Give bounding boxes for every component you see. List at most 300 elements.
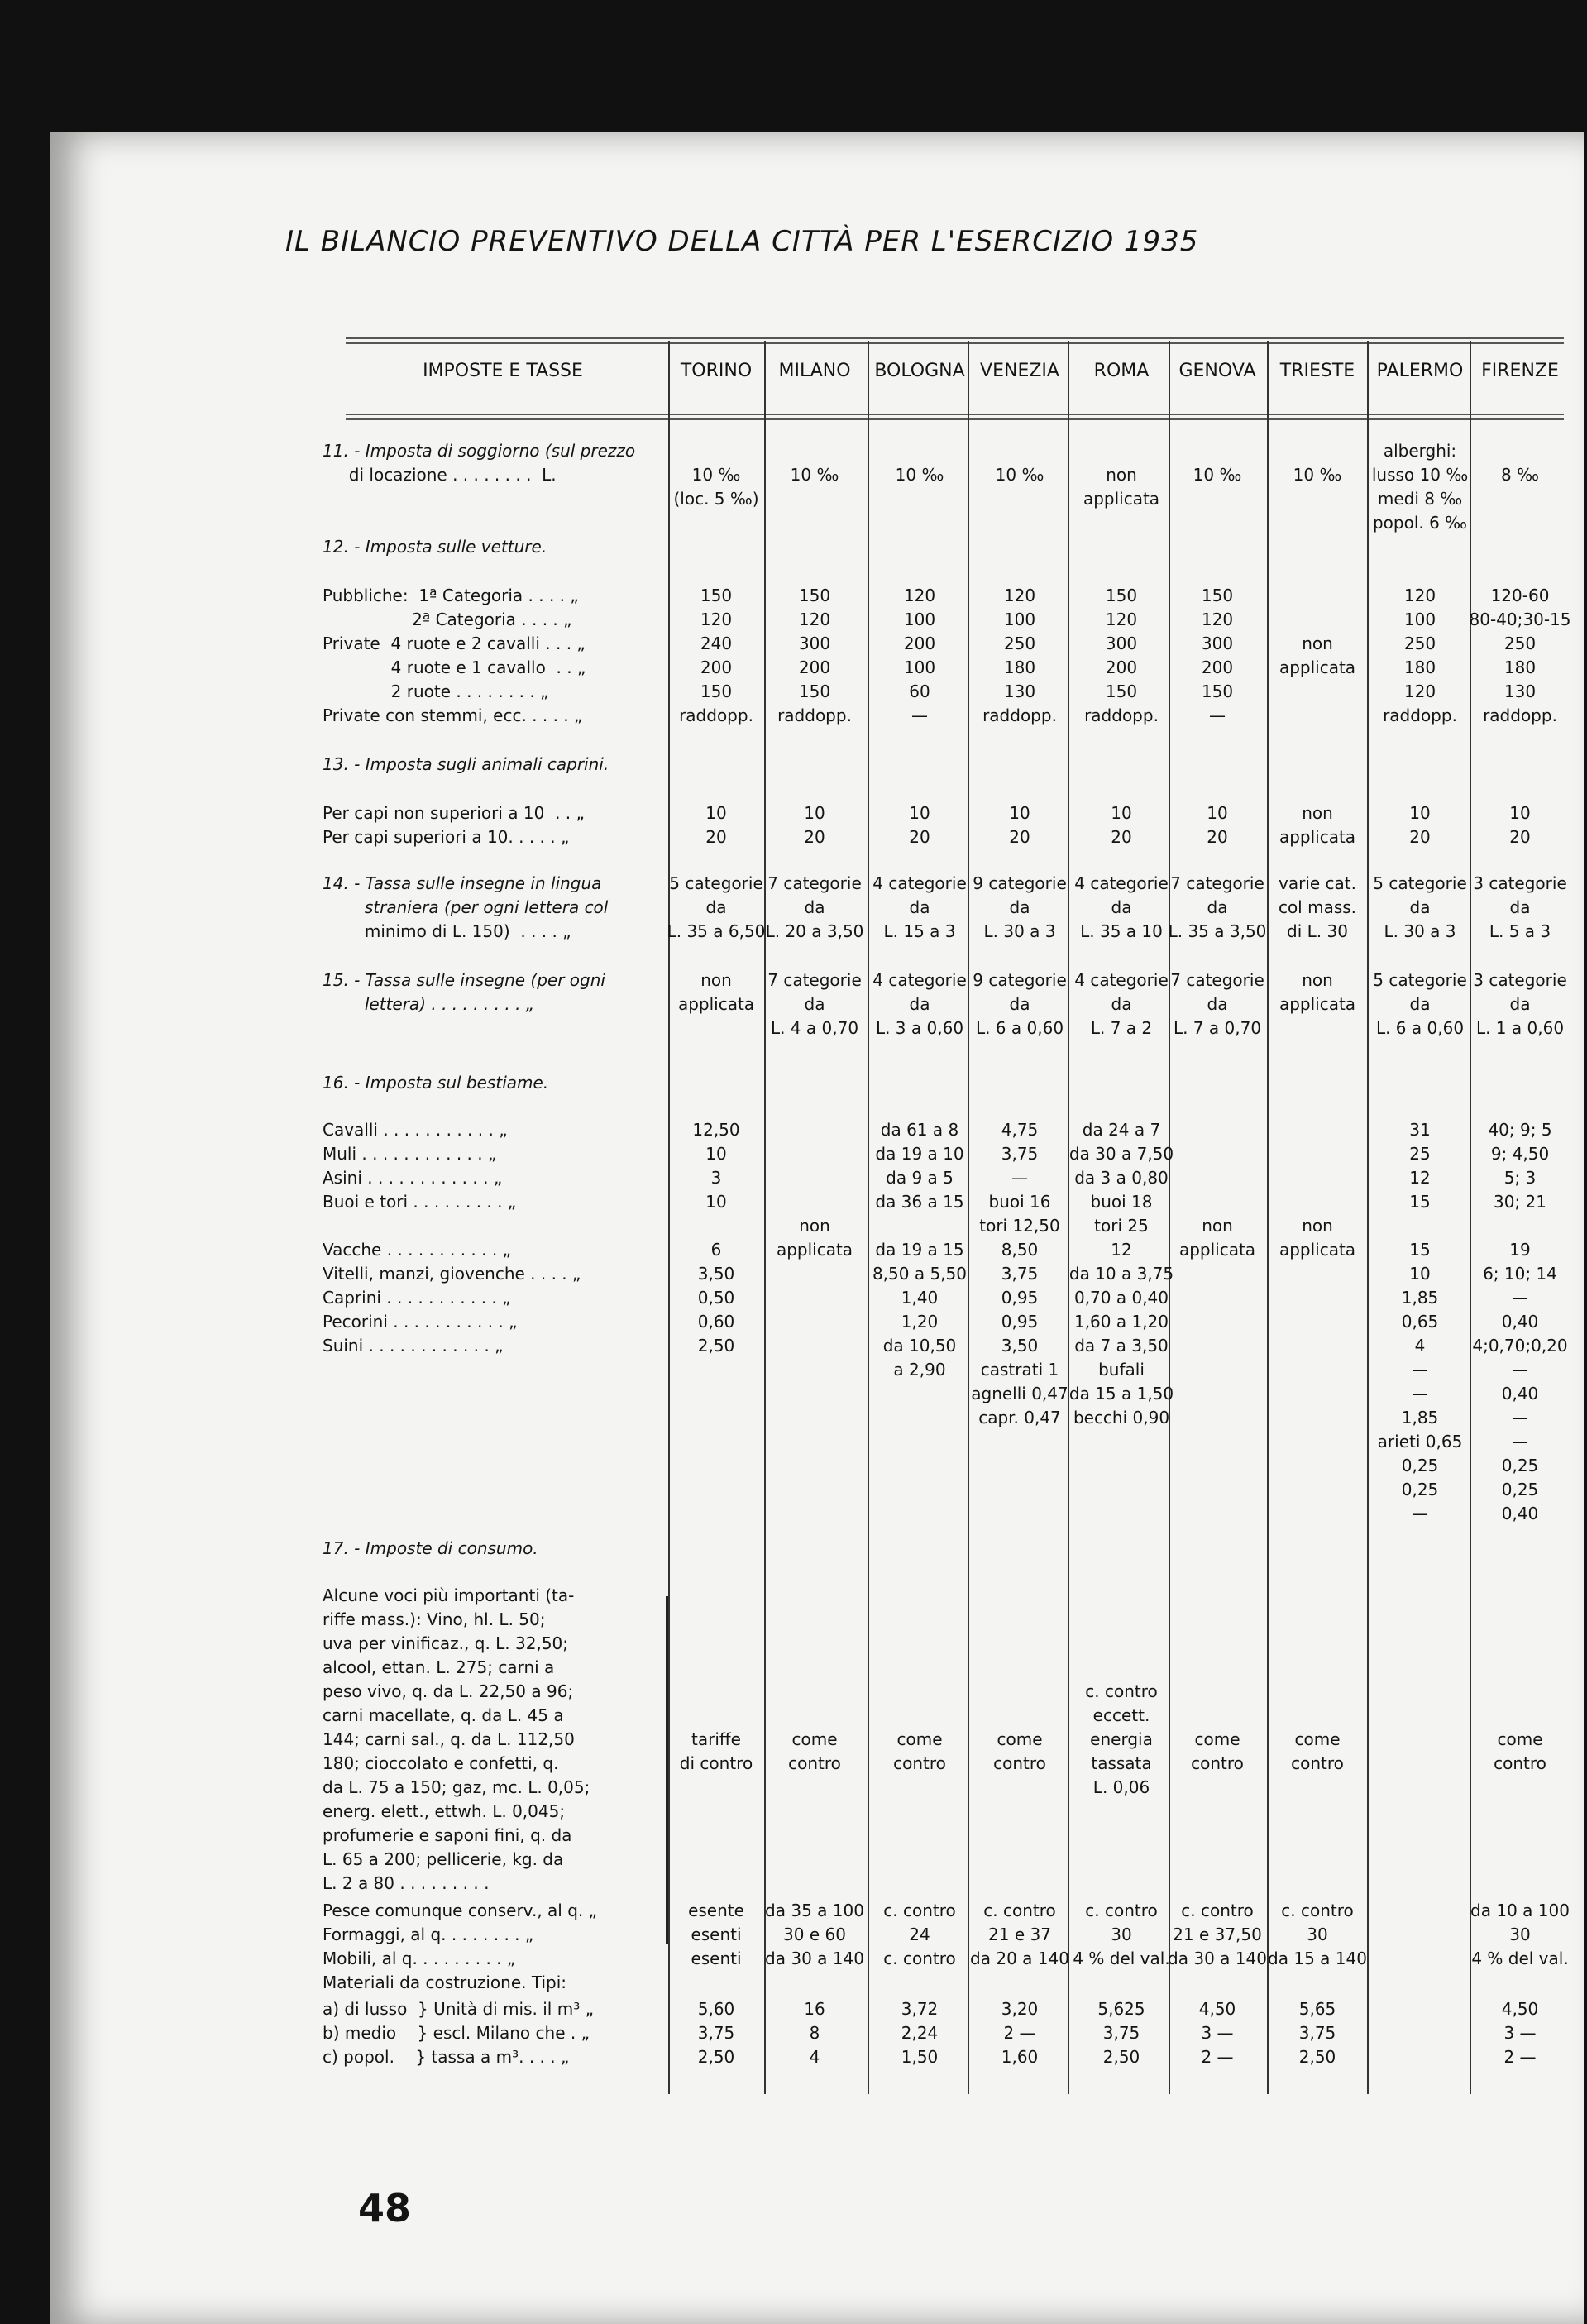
table-cell: bufali xyxy=(1098,1360,1145,1380)
row-label: a) di lusso } Unità di mis. il m³ „ xyxy=(323,1999,594,2019)
table-cell: 15 xyxy=(1409,1192,1431,1212)
table-cell: 4 % del val. xyxy=(1471,1949,1569,1968)
table-cell: 3,75 xyxy=(1001,1264,1039,1284)
table-cell: 150 xyxy=(1201,586,1234,605)
table-cell: 300 xyxy=(1201,634,1234,653)
table-cell: buoi 18 xyxy=(1090,1192,1153,1212)
table-cell: applicata xyxy=(1083,489,1160,509)
table-cell: 25 xyxy=(1409,1144,1431,1164)
bracket-line xyxy=(666,1596,668,1944)
table-cell: contro xyxy=(1291,1753,1344,1773)
table-cell: 10 xyxy=(1509,803,1531,823)
column-header-torino: TORINO xyxy=(680,361,753,381)
table-cell: alberghi: xyxy=(1383,441,1457,461)
table-cell: 31 xyxy=(1409,1120,1431,1140)
row-label: Private 4 ruote e 2 cavalli . . . „ xyxy=(323,634,586,653)
column-header-roma: ROMA xyxy=(1093,361,1150,381)
header-bottom-rule xyxy=(346,414,1564,415)
table-cell: 5,625 xyxy=(1097,1999,1145,2019)
row-label: 2ª Categoria . . . . „ xyxy=(323,610,572,629)
table-cell: 30 xyxy=(1509,1925,1531,1944)
column-header-firenze: FIRENZE xyxy=(1481,361,1559,381)
table-cell: 8 ‰ xyxy=(1501,465,1539,485)
table-cell: da 9 a 5 xyxy=(886,1168,954,1188)
table-cell: 6 xyxy=(710,1240,722,1260)
table-cell: 7 categorie xyxy=(1170,873,1264,893)
table-cell: c. contro xyxy=(1085,1681,1158,1701)
table-cell: 10 xyxy=(1111,803,1132,823)
row-label: Vacche . . . . . . . . . . . „ xyxy=(323,1240,511,1260)
header-top-rule-2 xyxy=(346,342,1564,344)
header-top-rule xyxy=(346,337,1564,339)
row-label: 144; carni sal., q. da L. 112,50 xyxy=(323,1729,575,1749)
table-cell: da 3 a 0,80 xyxy=(1074,1168,1169,1188)
row-label: di locazione . . . . . . . . L. xyxy=(323,465,557,485)
table-cell: 3 categorie xyxy=(1473,873,1567,893)
table-cell: 180 xyxy=(1003,658,1036,677)
table-cell: 10 xyxy=(705,1144,727,1164)
table-cell: non xyxy=(1202,1216,1233,1236)
table-cell: contro xyxy=(788,1753,841,1773)
table-cell: 0,25 xyxy=(1401,1480,1439,1499)
table-cell: 300 xyxy=(798,634,831,653)
table-cell: 1,50 xyxy=(901,2047,939,2067)
table-cell: da xyxy=(1207,897,1228,917)
table-cell: 180 xyxy=(1503,658,1537,677)
table-cell: da 35 a 100 xyxy=(765,1901,864,1920)
table-cell: 10 xyxy=(1409,1264,1431,1284)
table-cell: L. 0,06 xyxy=(1092,1777,1150,1797)
table-cell: L. 5 a 3 xyxy=(1489,921,1551,941)
table-cell: 3,75 xyxy=(1102,2023,1140,2043)
table-cell: 250 xyxy=(1003,634,1036,653)
table-cell: 2,50 xyxy=(1102,2047,1140,2067)
table-cell: 10 xyxy=(804,803,825,823)
table-cell: da 61 a 8 xyxy=(880,1120,959,1140)
table-cell: castrati 1 xyxy=(980,1360,1059,1380)
table-cell: 0,25 xyxy=(1501,1456,1539,1475)
row-label: Alcune voci più importanti (ta- xyxy=(323,1585,575,1605)
table-cell: contro xyxy=(893,1753,946,1773)
table-cell: 10 xyxy=(705,803,727,823)
table-cell: 120-60 xyxy=(1490,586,1550,605)
table-cell: 4 % del val. xyxy=(1073,1949,1170,1968)
table-cell: 12,50 xyxy=(692,1120,740,1140)
table-cell: 200 xyxy=(1105,658,1138,677)
table-cell: di L. 30 xyxy=(1287,921,1348,941)
row-label: Caprini . . . . . . . . . . . „ xyxy=(323,1288,511,1308)
table-cell: 4,75 xyxy=(1001,1120,1039,1140)
table-cell: L. 7 a 2 xyxy=(1090,1018,1153,1038)
table-cell: 10 xyxy=(909,803,930,823)
table-cell: non xyxy=(799,1216,830,1236)
table-cell: 9; 4,50 xyxy=(1490,1144,1550,1164)
header-bottom-rule-2 xyxy=(346,418,1564,420)
table-cell: da 15 a 140 xyxy=(1268,1949,1367,1968)
table-cell: L. 6 a 0,60 xyxy=(1375,1018,1465,1038)
table-cell: 20 xyxy=(705,827,727,847)
table-cell: da xyxy=(1207,994,1228,1014)
table-cell: da 36 a 15 xyxy=(875,1192,964,1212)
column-header-trieste: TRIESTE xyxy=(1279,361,1355,381)
table-cell: 10 xyxy=(1009,803,1030,823)
table-cell: 4,50 xyxy=(1198,1999,1236,2019)
column-rule xyxy=(668,341,670,2094)
table-cell: 0,50 xyxy=(697,1288,735,1308)
table-cell: 240 xyxy=(700,634,733,653)
table-cell: non xyxy=(1302,1216,1333,1236)
table-cell: 20 xyxy=(1111,827,1132,847)
table-cell: c. contro xyxy=(1181,1901,1254,1920)
table-cell: da 10,50 xyxy=(882,1336,957,1356)
table-cell: 150 xyxy=(1201,681,1234,701)
table-cell: da 24 a 7 xyxy=(1082,1120,1161,1140)
table-cell: col mass. xyxy=(1278,897,1357,917)
table-cell: applicata xyxy=(1279,658,1356,677)
table-cell: 150 xyxy=(798,681,831,701)
row-label: 14. - Tassa sulle insegne in lingua xyxy=(323,873,602,893)
table-cell: 7 categorie xyxy=(1170,970,1264,990)
row-label: uva per vinificaz., q. L. 32,50; xyxy=(323,1633,569,1653)
table-cell: 3,75 xyxy=(1298,2023,1336,2043)
table-cell: esenti xyxy=(691,1925,742,1944)
column-rule xyxy=(968,341,969,2094)
table-cell: 4,50 xyxy=(1501,1999,1539,2019)
table-cell: non xyxy=(1302,803,1333,823)
row-label: lettera) . . . . . . . . . „ xyxy=(323,994,535,1014)
table-cell: raddopp. xyxy=(679,705,753,725)
table-cell: 0,60 xyxy=(697,1312,735,1332)
table-cell: 5 categorie xyxy=(669,873,763,893)
table-cell: non xyxy=(1106,465,1137,485)
table-cell: 250 xyxy=(1403,634,1436,653)
table-cell: da xyxy=(1111,994,1132,1014)
table-cell: 8,50 xyxy=(1001,1240,1039,1260)
table-cell: 1,60 a 1,20 xyxy=(1073,1312,1169,1332)
table-cell: 3,75 xyxy=(697,2023,735,2043)
table-cell: da 7 a 3,50 xyxy=(1074,1336,1169,1356)
table-cell: c. contro xyxy=(883,1901,956,1920)
table-cell: arieti 0,65 xyxy=(1377,1432,1463,1451)
row-label: riffe mass.): Vino, hl. L. 50; xyxy=(323,1609,546,1629)
table-cell: da 15 a 1,50 xyxy=(1068,1384,1174,1403)
table-cell: 2 — xyxy=(1201,2047,1234,2067)
table-cell: da xyxy=(804,897,825,917)
table-cell: 5,65 xyxy=(1298,1999,1336,2019)
table-cell: 180 xyxy=(1403,658,1436,677)
table-cell: 0,25 xyxy=(1401,1456,1439,1475)
table-cell: 10 ‰ xyxy=(691,465,741,485)
table-cell: 0,40 xyxy=(1501,1384,1539,1403)
row-label: Asini . . . . . . . . . . . . „ xyxy=(323,1168,503,1188)
table-cell: 130 xyxy=(1003,681,1036,701)
table-cell: 10 ‰ xyxy=(1293,465,1342,485)
table-cell: 3 categorie xyxy=(1473,970,1567,990)
table-cell: 20 xyxy=(909,827,930,847)
table-cell: 100 xyxy=(1403,610,1436,629)
row-label: Pesce comunque conserv., al q. „ xyxy=(323,1901,597,1920)
table-cell: L. 7 a 0,70 xyxy=(1173,1018,1262,1038)
table-cell: 250 xyxy=(1503,634,1537,653)
table-cell: 130 xyxy=(1503,681,1537,701)
table-cell: 0,40 xyxy=(1501,1504,1539,1523)
table-cell: 5 categorie xyxy=(1373,873,1467,893)
row-label: profumerie e saponi fini, q. da xyxy=(323,1825,572,1845)
table-cell: 4 categorie xyxy=(1074,970,1169,990)
table-cell: 30 xyxy=(1307,1925,1328,1944)
table-cell: come xyxy=(997,1729,1043,1749)
table-cell: buoi 16 xyxy=(988,1192,1051,1212)
table-cell: da 10 a 100 xyxy=(1470,1901,1570,1920)
table-cell: 15 xyxy=(1409,1240,1431,1260)
table-cell: 4;0,70;0,20 xyxy=(1472,1336,1568,1356)
table-cell: — xyxy=(1512,1408,1528,1427)
table-cell: 3 — xyxy=(1201,2023,1234,2043)
table-cell: 120 xyxy=(1105,610,1138,629)
table-cell: 2,50 xyxy=(697,2047,735,2067)
table-cell: da 19 a 15 xyxy=(875,1240,964,1260)
table-cell: da xyxy=(909,994,930,1014)
row-label: Mobili, al q. . . . . . . . . „ xyxy=(323,1949,516,1968)
table-cell: da xyxy=(705,897,727,917)
table-cell: da xyxy=(1409,994,1431,1014)
table-cell: da xyxy=(1111,897,1132,917)
table-cell: 7 categorie xyxy=(767,873,862,893)
table-cell: 20 xyxy=(804,827,825,847)
row-label: Private con stemmi, ecc. . . . . „ xyxy=(323,705,583,725)
table-cell: c. contro xyxy=(1281,1901,1354,1920)
row-label: Formaggi, al q. . . . . . . . „ xyxy=(323,1925,534,1944)
row-label: Vitelli, manzi, giovenche . . . . „ xyxy=(323,1264,581,1284)
table-cell: 8,50 a 5,50 xyxy=(872,1264,968,1284)
table-cell: L. 35 a 3,50 xyxy=(1168,921,1267,941)
table-cell: 8 xyxy=(809,2023,820,2043)
table-cell: 150 xyxy=(1105,586,1138,605)
table-cell: 5; 3 xyxy=(1503,1168,1537,1188)
table-cell: esente xyxy=(688,1901,744,1920)
row-label: Cavalli . . . . . . . . . . . „ xyxy=(323,1120,508,1140)
table-cell: 100 xyxy=(903,658,936,677)
table-cell: 21 e 37,50 xyxy=(1173,1925,1262,1944)
row-label: Per capi non superiori a 10 . . „ xyxy=(323,803,585,823)
table-cell: — xyxy=(1512,1288,1528,1308)
table-cell: 2 — xyxy=(1003,2023,1036,2043)
table-cell: eccett. xyxy=(1092,1705,1150,1725)
table-cell: — xyxy=(911,705,928,725)
table-cell: 3 — xyxy=(1503,2023,1537,2043)
table-cell: 10 xyxy=(705,1192,727,1212)
table-cell: capr. 0,47 xyxy=(978,1408,1061,1427)
table-cell: 6; 10; 14 xyxy=(1483,1264,1557,1284)
table-cell: L. 30 a 3 xyxy=(983,921,1056,941)
column-rule xyxy=(1169,341,1170,2094)
table-cell: 100 xyxy=(1003,610,1036,629)
row-label: straniera (per ogni lettera col xyxy=(323,897,609,917)
table-cell: contro xyxy=(1494,1753,1546,1773)
table-cell: 120 xyxy=(903,586,936,605)
row-label: Per capi superiori a 10. . . . . „ xyxy=(323,827,570,847)
table-cell: 5,60 xyxy=(697,1999,735,2019)
row-label: Materiali da costruzione. Tipi: xyxy=(323,1973,566,1992)
table-cell: L. 30 a 3 xyxy=(1384,921,1456,941)
column-rule xyxy=(1367,341,1369,2094)
table-cell: contro xyxy=(1191,1753,1244,1773)
table-cell: — xyxy=(1412,1504,1428,1523)
header-label: IMPOSTE E TASSE xyxy=(423,361,583,381)
table-cell: 120 xyxy=(1403,681,1436,701)
table-cell: 0,40 xyxy=(1501,1312,1539,1332)
table-cell: tassata xyxy=(1091,1753,1152,1773)
row-label: Muli . . . . . . . . . . . . „ xyxy=(323,1144,497,1164)
table-cell: — xyxy=(1512,1360,1528,1380)
table-cell: esenti xyxy=(691,1949,742,1968)
table-cell: L. 6 a 0,60 xyxy=(975,1018,1064,1038)
table-cell: 120 xyxy=(1403,586,1436,605)
table-cell: 5 categorie xyxy=(1373,970,1467,990)
table-cell: 12 xyxy=(1111,1240,1132,1260)
table-cell: 80-40;30-15 xyxy=(1469,610,1571,629)
table-cell: 4 categorie xyxy=(872,873,967,893)
column-header-bologna: BOLOGNA xyxy=(874,361,965,381)
table-cell: 40; 9; 5 xyxy=(1488,1120,1552,1140)
table-cell: raddopp. xyxy=(982,705,1057,725)
table-cell: 120 xyxy=(1003,586,1036,605)
table-cell: da xyxy=(909,897,930,917)
table-cell: 60 xyxy=(909,681,930,701)
table-cell: L. 20 a 3,50 xyxy=(765,921,864,941)
table-cell: come xyxy=(1497,1729,1543,1749)
table-cell: non xyxy=(1302,634,1333,653)
row-label: energ. elett., ettwh. L. 0,045; xyxy=(323,1801,566,1821)
table-cell: 0,70 a 0,40 xyxy=(1073,1288,1169,1308)
row-label: Suini . . . . . . . . . . . . „ xyxy=(323,1336,504,1356)
table-cell: 200 xyxy=(700,658,733,677)
row-label: 16. - Imposta sul bestiame. xyxy=(323,1073,549,1093)
table-cell: 10 ‰ xyxy=(995,465,1044,485)
table-cell: L. 3 a 0,60 xyxy=(875,1018,964,1038)
column-rule xyxy=(764,341,766,2094)
table-cell: da xyxy=(1409,897,1431,917)
column-rule xyxy=(1267,341,1269,2094)
table-cell: 1,60 xyxy=(1001,2047,1039,2067)
table-cell: 19 xyxy=(1509,1240,1531,1260)
table-cell: 2,24 xyxy=(901,2023,939,2043)
table-cell: 2,50 xyxy=(1298,2047,1336,2067)
table-cell: come xyxy=(896,1729,943,1749)
table-cell: applicata xyxy=(1178,1240,1256,1260)
table-cell: 10 xyxy=(1207,803,1228,823)
table-cell: raddopp. xyxy=(1084,705,1159,725)
table-cell: tori 25 xyxy=(1094,1216,1149,1236)
table-cell: L. 1 a 0,60 xyxy=(1475,1018,1565,1038)
table-cell: 1,85 xyxy=(1401,1288,1439,1308)
table-cell: 150 xyxy=(798,586,831,605)
table-cell: di contro xyxy=(679,1753,753,1773)
table-cell: 1,40 xyxy=(901,1288,939,1308)
row-label: L. 65 a 200; pellicerie, kg. da xyxy=(323,1849,564,1869)
table-cell: a 2,90 xyxy=(893,1360,946,1380)
table-cell: 4 categorie xyxy=(872,970,967,990)
table-cell: 4 categorie xyxy=(1074,873,1169,893)
row-label: 4 ruote e 1 cavallo . . „ xyxy=(323,658,586,677)
table-cell: 20 xyxy=(1509,827,1531,847)
row-label: minimo di L. 150) . . . . „ xyxy=(323,921,571,941)
table-cell: tori 12,50 xyxy=(979,1216,1060,1236)
table-cell: 150 xyxy=(700,586,733,605)
table-cell: 3,50 xyxy=(1001,1336,1039,1356)
table-cell: 1,20 xyxy=(901,1312,939,1332)
table-cell: 150 xyxy=(1105,681,1138,701)
table-cell: 3,75 xyxy=(1001,1144,1039,1164)
table-cell: 10 ‰ xyxy=(790,465,839,485)
table-cell: (loc. 5 ‰) xyxy=(673,489,759,509)
table-cell: non xyxy=(1302,970,1333,990)
table-cell: 120 xyxy=(1201,610,1234,629)
table-cell: 1,85 xyxy=(1401,1408,1439,1427)
table-cell: medi 8 ‰ xyxy=(1377,489,1463,509)
table-cell: raddopp. xyxy=(1383,705,1457,725)
table-cell: 120 xyxy=(700,610,733,629)
table-cell: da xyxy=(804,994,825,1014)
table-cell: da 10 a 3,75 xyxy=(1068,1264,1174,1284)
row-label: 12. - Imposta sulle vetture. xyxy=(323,537,547,557)
table-cell: c. contro xyxy=(883,1949,956,1968)
table-cell: non xyxy=(700,970,732,990)
table-cell: applicata xyxy=(1279,1240,1356,1260)
row-label: alcool, ettan. L. 275; carni a xyxy=(323,1657,555,1677)
table-cell: L. 15 a 3 xyxy=(883,921,956,941)
table-cell: applicata xyxy=(1279,827,1356,847)
table-cell: — xyxy=(1412,1384,1428,1403)
table-cell: 200 xyxy=(903,634,936,653)
table-cell: 20 xyxy=(1409,827,1431,847)
table-cell: 300 xyxy=(1105,634,1138,653)
table-cell: — xyxy=(1412,1360,1428,1380)
row-label: 13. - Imposta sugli animali caprini. xyxy=(323,754,609,774)
table-cell: contro xyxy=(993,1753,1046,1773)
table-cell: energia xyxy=(1090,1729,1153,1749)
row-label: c) popol. } tassa a m³. . . . „ xyxy=(323,2047,570,2067)
table-cell: applicata xyxy=(677,994,755,1014)
row-label: 15. - Tassa sulle insegne (per ogni xyxy=(323,970,605,990)
table-cell: L. 4 a 0,70 xyxy=(770,1018,859,1038)
table-cell: da 19 a 10 xyxy=(875,1144,964,1164)
table-cell: tariffe xyxy=(691,1729,741,1749)
column-header-palermo: PALERMO xyxy=(1376,361,1464,381)
table-cell: — xyxy=(1512,1432,1528,1451)
table-cell: 20 xyxy=(1207,827,1228,847)
table-cell: 3,50 xyxy=(697,1264,735,1284)
table-cell: 7 categorie xyxy=(767,970,862,990)
table-cell: 10 ‰ xyxy=(1193,465,1242,485)
table-cell: 20 xyxy=(1009,827,1030,847)
table-cell: applicata xyxy=(776,1240,853,1260)
table-cell: 4 xyxy=(1414,1336,1426,1356)
table-cell: da xyxy=(1509,897,1531,917)
table-cell: 30 e 60 xyxy=(783,1925,846,1944)
table-cell: 3 xyxy=(710,1168,722,1188)
table-cell: lusso 10 ‰ xyxy=(1371,465,1469,485)
table-cell: 30 xyxy=(1111,1925,1132,1944)
table-cell: raddopp. xyxy=(777,705,852,725)
table-cell: L. 35 a 6,50 xyxy=(667,921,766,941)
table-cell: becchi 0,90 xyxy=(1073,1408,1170,1427)
row-label: 11. - Imposta di soggiorno (sul prezzo xyxy=(323,441,636,461)
table-cell: c. contro xyxy=(1085,1901,1158,1920)
table-cell: c. contro xyxy=(983,1901,1056,1920)
table-cell: 200 xyxy=(1201,658,1234,677)
table-cell: 120 xyxy=(798,610,831,629)
